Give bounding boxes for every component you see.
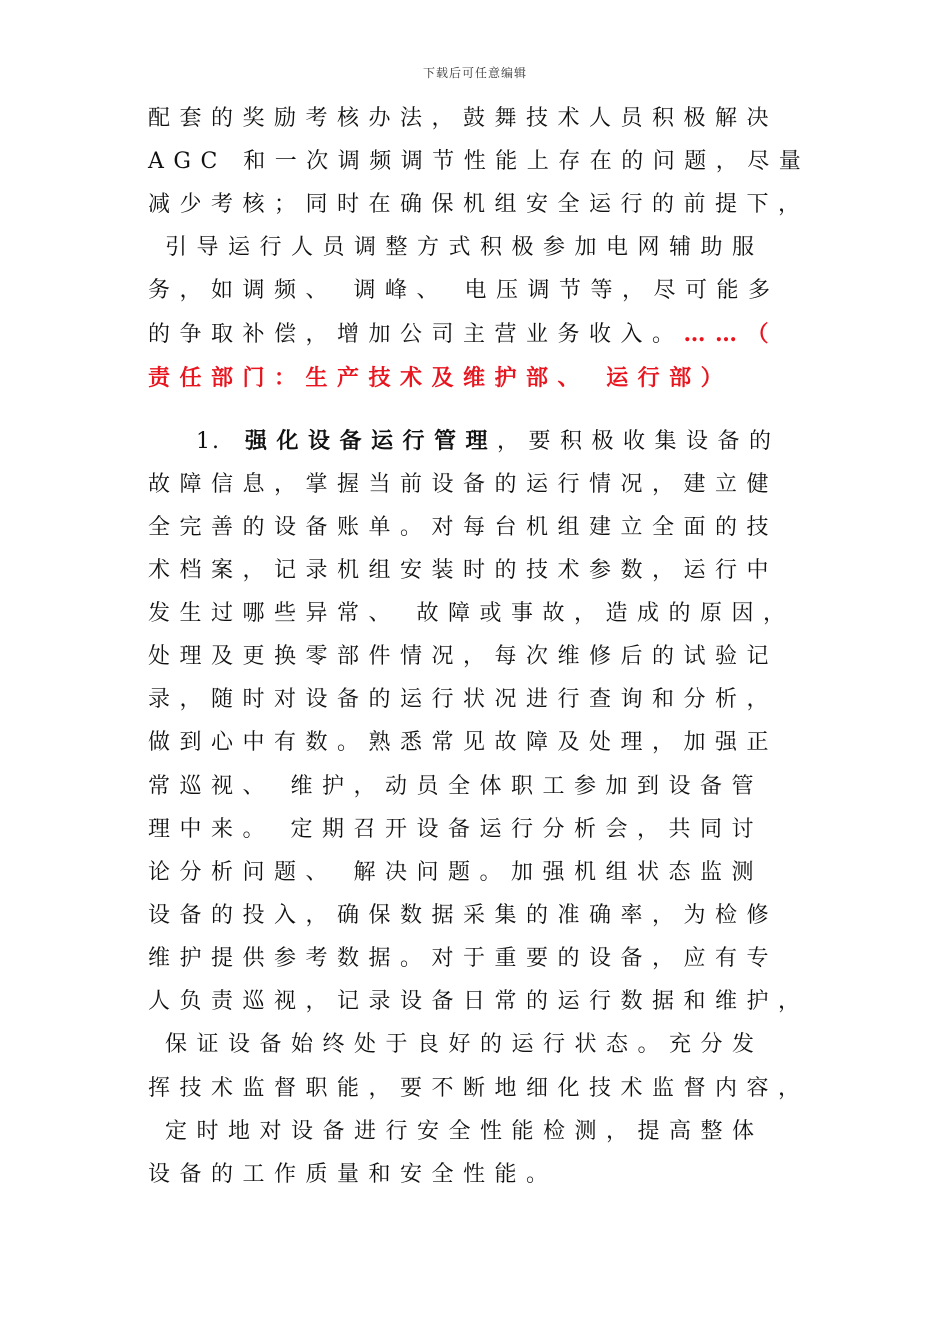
- text-line: 减少考核；同时在确保机组安全运行的前提下，: [148, 192, 810, 217]
- text-line: 术档案，记录机组安装时的技术参数，运行中: [148, 558, 779, 583]
- text-line: 挥技术监督职能，要不断地细化技术监督内容，: [148, 1076, 810, 1101]
- text-line: 人负责巡视，记录设备日常的运行数据和维护，: [148, 989, 810, 1014]
- text-line: 处理及更换零部件情况，每次维修后的试验记: [148, 644, 779, 669]
- text-line-body: ，要积极收集设备的: [497, 429, 781, 454]
- section-heading: 强化设备运行管理: [245, 428, 498, 454]
- list-item-heading-line: [196, 428, 781, 455]
- text-line: 设备的投入，确保数据采集的准确率，为检修: [148, 903, 779, 928]
- text-line: 发生过哪些异常、 故障或事故，造成的原因，: [148, 601, 795, 626]
- text-line: 理中来。 定期召开设备运行分析会，共同讨: [148, 817, 763, 842]
- text-line: 定时地对设备进行安全性能检测，提高整体: [165, 1119, 764, 1144]
- text-line: 全完善的设备账单。对每台机组建立全面的技: [148, 515, 779, 540]
- text-line: 配套的奖励考核办法，鼓舞技术人员积极解决: [148, 106, 779, 131]
- text-line: 引导运行人员调整方式积极参加电网辅助服: [165, 235, 764, 260]
- text-line: [148, 321, 778, 348]
- text-line-body: 的争取补偿，增加公司主营业务收入。: [148, 322, 684, 347]
- text-line: 论分析问题、 解决问题。加强机组状态监测: [148, 860, 763, 885]
- text-line: 保证设备始终处于良好的运行状态。充分发: [165, 1032, 764, 1057]
- text-line: 故障信息，掌握当前设备的运行情况，建立健: [148, 472, 779, 497]
- text-line: 务，如调频、 调峰、 电压调节等，尽可能多: [148, 278, 780, 303]
- responsibility-ellipsis: ……（: [683, 321, 779, 347]
- page-header: 下载后可任意编辑: [422, 66, 527, 80]
- text-line: 做到心中有数。熟悉常见故障及处理，加强正: [148, 730, 779, 755]
- text-line: 维护提供参考数据。对于重要的设备，应有专: [148, 946, 779, 971]
- text-line: 录，随时对设备的运行状况进行查询和分析，: [148, 687, 779, 712]
- text-line: 设备的工作质量和安全性能。: [148, 1162, 558, 1187]
- responsibility-department: 责任部门：生产技术及维护部、 运行部）: [148, 365, 733, 391]
- list-number: 1.: [196, 429, 221, 454]
- text-line: 常巡视、 维护，动员全体职工参加到设备管: [148, 774, 763, 799]
- text-line: AGC 和一次调频调节性能上存在的问题，尽量: [148, 149, 811, 174]
